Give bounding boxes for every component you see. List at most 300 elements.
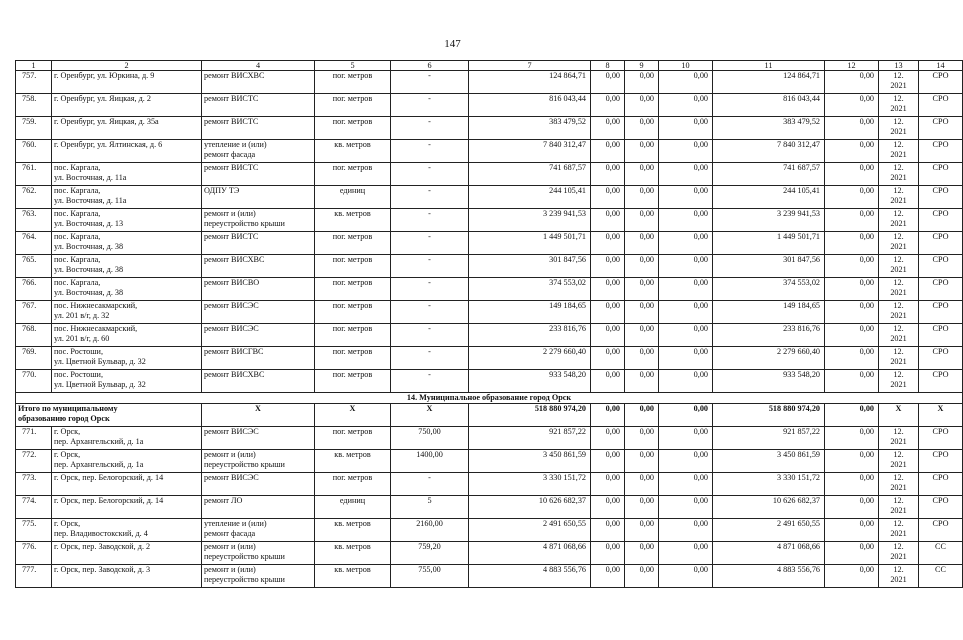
value-cell: 0,00 bbox=[825, 209, 879, 232]
total-cost-cell: 383 479,52 bbox=[469, 117, 591, 140]
deadline-cell bbox=[879, 117, 919, 140]
work-type-cell-line: утепление и (или) bbox=[204, 140, 267, 149]
unit-cell: единиц bbox=[315, 496, 391, 519]
row-number-cell: 765. bbox=[16, 255, 52, 278]
total-value-cell: 0,00 bbox=[659, 404, 713, 427]
value-cell: 0,00 bbox=[591, 94, 625, 117]
deadline-cell-line: 2021 bbox=[890, 575, 907, 584]
table-row bbox=[16, 450, 963, 473]
deadline-cell-line: 2021 bbox=[890, 552, 907, 561]
deadline-cell bbox=[879, 542, 919, 565]
value-cell: 0,00 bbox=[625, 450, 659, 473]
value-cell: 0,00 bbox=[625, 565, 659, 588]
value-cell: 0,00 bbox=[825, 94, 879, 117]
deadline-cell-line: 2021 bbox=[890, 150, 907, 159]
method-cell: СС bbox=[919, 542, 963, 565]
deadline-cell-line: 12. bbox=[893, 301, 904, 310]
value-cell: 0,00 bbox=[625, 117, 659, 140]
value-cell: 0,00 bbox=[625, 519, 659, 542]
total-cost-cell: 741 687,57 bbox=[469, 163, 591, 186]
value-cell: 0,00 bbox=[591, 278, 625, 301]
value-cell: 0,00 bbox=[659, 71, 713, 94]
total-label bbox=[16, 404, 202, 427]
address-cell-line: пос. Ростоши, bbox=[54, 370, 103, 379]
table-row bbox=[16, 186, 963, 209]
value-cell: 0,00 bbox=[591, 347, 625, 370]
column-number-cell: 12 bbox=[825, 61, 879, 71]
address-cell-line: пос. Каргала, bbox=[54, 255, 101, 264]
method-cell: СРО bbox=[919, 324, 963, 347]
method-cell: СРО bbox=[919, 450, 963, 473]
fund-cost-cell: 816 043,44 bbox=[713, 94, 825, 117]
address-cell-line: ул. Восточная, д. 38 bbox=[54, 265, 124, 274]
total-x-cell: Х bbox=[202, 404, 315, 427]
table-row bbox=[16, 301, 963, 324]
address-cell bbox=[52, 117, 202, 140]
address-cell-line: пос. Каргала, bbox=[54, 209, 101, 218]
deadline-cell-line: 12. bbox=[893, 496, 904, 505]
value-cell: 0,00 bbox=[625, 94, 659, 117]
value-cell: 0,00 bbox=[825, 255, 879, 278]
deadline-cell bbox=[879, 209, 919, 232]
unit-cell: пог. метров bbox=[315, 94, 391, 117]
address-cell-line: пер. Архангельский, д. 1а bbox=[54, 437, 144, 446]
quantity-cell: - bbox=[391, 232, 469, 255]
value-cell: 0,00 bbox=[659, 163, 713, 186]
method-cell: СРО bbox=[919, 301, 963, 324]
address-cell bbox=[52, 542, 202, 565]
fund-cost-cell: 244 105,41 bbox=[713, 186, 825, 209]
deadline-cell-line: 12. bbox=[893, 232, 904, 241]
value-cell: 0,00 bbox=[591, 427, 625, 450]
value-cell: 0,00 bbox=[591, 450, 625, 473]
fund-cost-cell: 7 840 312,47 bbox=[713, 140, 825, 163]
total-label-line: Итого по муниципальному bbox=[18, 404, 118, 413]
total-x-cell: Х bbox=[919, 404, 963, 427]
table-row bbox=[16, 473, 963, 496]
column-number-cell: 14 bbox=[919, 61, 963, 71]
method-cell: СРО bbox=[919, 186, 963, 209]
value-cell: 0,00 bbox=[625, 140, 659, 163]
deadline-cell-line: 2021 bbox=[890, 127, 907, 136]
column-number-row bbox=[16, 61, 963, 71]
work-type-cell bbox=[202, 278, 315, 301]
row-number-cell: 772. bbox=[16, 450, 52, 473]
deadline-cell bbox=[879, 324, 919, 347]
value-cell: 0,00 bbox=[625, 473, 659, 496]
fund-cost-cell: 4 871 068,66 bbox=[713, 542, 825, 565]
row-number-cell: 766. bbox=[16, 278, 52, 301]
total-cost-cell: 2 279 660,40 bbox=[469, 347, 591, 370]
column-number-cell: 8 bbox=[591, 61, 625, 71]
total-cost-cell: 3 239 941,53 bbox=[469, 209, 591, 232]
quantity-cell: - bbox=[391, 473, 469, 496]
work-type-cell-line: ремонт ВИСЭС bbox=[204, 324, 259, 333]
method-cell: СРО bbox=[919, 519, 963, 542]
municipality-total-row bbox=[16, 404, 963, 427]
row-number-cell: 764. bbox=[16, 232, 52, 255]
total-cost-cell: 4 883 556,76 bbox=[469, 565, 591, 588]
fund-cost-cell: 2 279 660,40 bbox=[713, 347, 825, 370]
table-row bbox=[16, 565, 963, 588]
deadline-cell-line: 2021 bbox=[890, 242, 907, 251]
unit-cell: пог. метров bbox=[315, 278, 391, 301]
value-cell: 0,00 bbox=[659, 542, 713, 565]
deadline-cell-line: 2021 bbox=[890, 380, 907, 389]
value-cell: 0,00 bbox=[825, 370, 879, 393]
value-cell: 0,00 bbox=[825, 324, 879, 347]
method-cell: СРО bbox=[919, 71, 963, 94]
deadline-cell-line: 12. bbox=[893, 565, 904, 574]
method-cell: СС bbox=[919, 565, 963, 588]
total-x-cell: Х bbox=[391, 404, 469, 427]
deadline-cell bbox=[879, 301, 919, 324]
row-number-cell: 768. bbox=[16, 324, 52, 347]
total-sum-cell: 518 880 974,20 bbox=[713, 404, 825, 427]
value-cell: 0,00 bbox=[659, 209, 713, 232]
total-label-line: образованию город Орск bbox=[18, 414, 110, 423]
value-cell: 0,00 bbox=[825, 427, 879, 450]
work-type-cell bbox=[202, 519, 315, 542]
table-row bbox=[16, 163, 963, 186]
deadline-cell-line: 12. bbox=[893, 542, 904, 551]
work-type-cell-line: ремонт ВИСТС bbox=[204, 117, 259, 126]
column-number-cell: 6 bbox=[391, 61, 469, 71]
deadline-cell-line: 2021 bbox=[890, 265, 907, 274]
deadline-cell-line: 12. bbox=[893, 186, 904, 195]
section-title-row bbox=[16, 393, 963, 404]
work-type-cell bbox=[202, 255, 315, 278]
value-cell: 0,00 bbox=[659, 519, 713, 542]
value-cell: 0,00 bbox=[591, 117, 625, 140]
unit-cell: пог. метров bbox=[315, 117, 391, 140]
total-cost-cell: 149 184,65 bbox=[469, 301, 591, 324]
address-cell bbox=[52, 186, 202, 209]
table-row bbox=[16, 542, 963, 565]
address-cell bbox=[52, 232, 202, 255]
work-type-cell-line: ОДПУ ТЭ bbox=[204, 186, 240, 195]
work-type-cell bbox=[202, 163, 315, 186]
address-cell bbox=[52, 519, 202, 542]
address-cell-line: г. Оренбург, ул. Ялтинская, д. 6 bbox=[54, 140, 163, 149]
value-cell: 0,00 bbox=[625, 71, 659, 94]
total-cost-cell: 244 105,41 bbox=[469, 186, 591, 209]
work-type-cell-line: ремонт и (или) bbox=[204, 542, 256, 551]
table-row bbox=[16, 209, 963, 232]
value-cell: 0,00 bbox=[825, 565, 879, 588]
total-sum-cell: 518 880 974,20 bbox=[469, 404, 591, 427]
method-cell: СРО bbox=[919, 163, 963, 186]
total-cost-cell: 1 449 501,71 bbox=[469, 232, 591, 255]
value-cell: 0,00 bbox=[591, 301, 625, 324]
deadline-cell-line: 12. bbox=[893, 71, 904, 80]
deadline-cell bbox=[879, 255, 919, 278]
address-cell-line: пос. Каргала, bbox=[54, 163, 101, 172]
total-value-cell: 0,00 bbox=[825, 404, 879, 427]
value-cell: 0,00 bbox=[659, 565, 713, 588]
deadline-cell bbox=[879, 71, 919, 94]
deadline-cell-line: 2021 bbox=[890, 437, 907, 446]
work-type-cell-line: ремонт ВИСГВС bbox=[204, 347, 264, 356]
address-cell bbox=[52, 450, 202, 473]
deadline-cell-line: 12. bbox=[893, 255, 904, 264]
total-cost-cell: 2 491 650,55 bbox=[469, 519, 591, 542]
value-cell: 0,00 bbox=[825, 163, 879, 186]
value-cell: 0,00 bbox=[625, 427, 659, 450]
address-cell-line: г. Орск, bbox=[54, 427, 81, 436]
value-cell: 0,00 bbox=[591, 232, 625, 255]
total-value-cell: 0,00 bbox=[591, 404, 625, 427]
table-row bbox=[16, 232, 963, 255]
value-cell: 0,00 bbox=[825, 473, 879, 496]
fund-cost-cell: 383 479,52 bbox=[713, 117, 825, 140]
value-cell: 0,00 bbox=[659, 450, 713, 473]
value-cell: 0,00 bbox=[659, 117, 713, 140]
work-type-cell-line: ремонт ВИСЭС bbox=[204, 301, 259, 310]
value-cell: 0,00 bbox=[825, 278, 879, 301]
row-number-cell: 757. bbox=[16, 71, 52, 94]
work-type-cell bbox=[202, 565, 315, 588]
fund-cost-cell: 10 626 682,37 bbox=[713, 496, 825, 519]
row-number-cell: 775. bbox=[16, 519, 52, 542]
deadline-cell bbox=[879, 496, 919, 519]
total-cost-cell: 124 864,71 bbox=[469, 71, 591, 94]
address-cell-line: г. Оренбург, ул. Яицкая, д. 35а bbox=[54, 117, 159, 126]
work-type-cell-line: ремонт ВИСЭС bbox=[204, 473, 259, 482]
address-cell-line: пос. Каргала, bbox=[54, 232, 101, 241]
address-cell-line: г. Орск, пер. Заводской, д. 2 bbox=[54, 542, 151, 551]
value-cell: 0,00 bbox=[825, 232, 879, 255]
deadline-cell-line: 2021 bbox=[890, 196, 907, 205]
row-number-cell: 769. bbox=[16, 347, 52, 370]
quantity-cell: - bbox=[391, 117, 469, 140]
unit-cell: кв. метров bbox=[315, 140, 391, 163]
value-cell: 0,00 bbox=[659, 278, 713, 301]
value-cell: 0,00 bbox=[825, 301, 879, 324]
address-cell-line: г. Орск, bbox=[54, 450, 81, 459]
value-cell: 0,00 bbox=[591, 71, 625, 94]
work-type-cell bbox=[202, 186, 315, 209]
fund-cost-cell: 3 239 941,53 bbox=[713, 209, 825, 232]
work-type-cell bbox=[202, 324, 315, 347]
fund-cost-cell: 921 857,22 bbox=[713, 427, 825, 450]
work-type-cell bbox=[202, 542, 315, 565]
table-row bbox=[16, 278, 963, 301]
row-number-cell: 776. bbox=[16, 542, 52, 565]
deadline-cell bbox=[879, 450, 919, 473]
deadline-cell-line: 12. bbox=[893, 370, 904, 379]
fund-cost-cell: 3 330 151,72 bbox=[713, 473, 825, 496]
work-type-cell-line: ремонт фасада bbox=[204, 529, 256, 538]
address-cell bbox=[52, 347, 202, 370]
work-type-cell-line: ремонт и (или) bbox=[204, 209, 256, 218]
value-cell: 0,00 bbox=[659, 140, 713, 163]
row-number-cell: 762. bbox=[16, 186, 52, 209]
column-number-cell: 9 bbox=[625, 61, 659, 71]
work-type-cell-line: ремонт ВИСХВС bbox=[204, 370, 265, 379]
method-cell: СРО bbox=[919, 473, 963, 496]
table-row bbox=[16, 347, 963, 370]
deadline-cell-line: 2021 bbox=[890, 219, 907, 228]
column-number-cell: 2 bbox=[52, 61, 202, 71]
total-cost-cell: 816 043,44 bbox=[469, 94, 591, 117]
deadline-cell bbox=[879, 232, 919, 255]
value-cell: 0,00 bbox=[591, 370, 625, 393]
quantity-cell: - bbox=[391, 163, 469, 186]
deadline-cell-line: 2021 bbox=[890, 483, 907, 492]
value-cell: 0,00 bbox=[591, 473, 625, 496]
method-cell: СРО bbox=[919, 496, 963, 519]
quantity-cell: - bbox=[391, 140, 469, 163]
work-type-cell bbox=[202, 427, 315, 450]
address-cell bbox=[52, 140, 202, 163]
row-number-cell: 770. bbox=[16, 370, 52, 393]
total-cost-cell: 10 626 682,37 bbox=[469, 496, 591, 519]
value-cell: 0,00 bbox=[825, 71, 879, 94]
row-number-cell: 758. bbox=[16, 94, 52, 117]
quantity-cell: 2160,00 bbox=[391, 519, 469, 542]
work-type-cell-line: ремонт и (или) bbox=[204, 450, 256, 459]
method-cell: СРО bbox=[919, 117, 963, 140]
quantity-cell: - bbox=[391, 370, 469, 393]
total-cost-cell: 921 857,22 bbox=[469, 427, 591, 450]
deadline-cell bbox=[879, 347, 919, 370]
quantity-cell: 1400,00 bbox=[391, 450, 469, 473]
quantity-cell: - bbox=[391, 71, 469, 94]
value-cell: 0,00 bbox=[659, 94, 713, 117]
unit-cell: кв. метров bbox=[315, 542, 391, 565]
table-row bbox=[16, 496, 963, 519]
address-cell bbox=[52, 427, 202, 450]
value-cell: 0,00 bbox=[625, 542, 659, 565]
work-type-cell-line: ремонт ВИСТС bbox=[204, 232, 259, 241]
address-cell-line: ул. Цветной Бульвар, д. 32 bbox=[54, 380, 146, 389]
method-cell: СРО bbox=[919, 94, 963, 117]
value-cell: 0,00 bbox=[591, 496, 625, 519]
table-row bbox=[16, 370, 963, 393]
total-cost-cell: 3 330 151,72 bbox=[469, 473, 591, 496]
column-number-cell: 13 bbox=[879, 61, 919, 71]
address-cell bbox=[52, 473, 202, 496]
address-cell bbox=[52, 209, 202, 232]
deadline-cell-line: 12. bbox=[893, 140, 904, 149]
column-number-cell: 4 bbox=[202, 61, 315, 71]
method-cell: СРО bbox=[919, 278, 963, 301]
unit-cell: пог. метров bbox=[315, 427, 391, 450]
repair-schedule-table bbox=[15, 60, 963, 588]
deadline-cell-line: 2021 bbox=[890, 334, 907, 343]
deadline-cell bbox=[879, 565, 919, 588]
total-cost-cell: 233 816,76 bbox=[469, 324, 591, 347]
address-cell bbox=[52, 163, 202, 186]
value-cell: 0,00 bbox=[659, 473, 713, 496]
page-number: 147 bbox=[444, 38, 461, 50]
value-cell: 0,00 bbox=[625, 163, 659, 186]
address-cell-line: г. Орск, пер. Белогорский, д. 14 bbox=[54, 496, 164, 505]
value-cell: 0,00 bbox=[625, 370, 659, 393]
work-type-cell bbox=[202, 496, 315, 519]
deadline-cell-line: 12. bbox=[893, 209, 904, 218]
address-cell-line: г. Оренбург, ул. Юркина, д. 9 bbox=[54, 71, 155, 80]
work-type-cell bbox=[202, 450, 315, 473]
total-cost-cell: 3 450 861,59 bbox=[469, 450, 591, 473]
method-cell: СРО bbox=[919, 427, 963, 450]
total-x-cell: Х bbox=[315, 404, 391, 427]
method-cell: СРО bbox=[919, 209, 963, 232]
address-cell-line: ул. Восточная, д. 13 bbox=[54, 219, 124, 228]
deadline-cell bbox=[879, 186, 919, 209]
value-cell: 0,00 bbox=[659, 347, 713, 370]
address-cell-line: пер. Архангельский, д. 1а bbox=[54, 460, 144, 469]
value-cell: 0,00 bbox=[825, 186, 879, 209]
row-number-cell: 760. bbox=[16, 140, 52, 163]
address-cell-line: ул. Восточная, д. 11а bbox=[54, 173, 127, 182]
table-row bbox=[16, 255, 963, 278]
table-row bbox=[16, 71, 963, 94]
value-cell: 0,00 bbox=[625, 347, 659, 370]
fund-cost-cell: 933 548,20 bbox=[713, 370, 825, 393]
table-row bbox=[16, 519, 963, 542]
quantity-cell: - bbox=[391, 94, 469, 117]
work-type-cell bbox=[202, 370, 315, 393]
value-cell: 0,00 bbox=[825, 542, 879, 565]
table-row bbox=[16, 117, 963, 140]
work-type-cell-line: ремонт ВИСЭС bbox=[204, 427, 259, 436]
row-number-cell: 763. bbox=[16, 209, 52, 232]
work-type-cell-line: ремонт ВИСХВС bbox=[204, 71, 265, 80]
value-cell: 0,00 bbox=[659, 186, 713, 209]
deadline-cell bbox=[879, 163, 919, 186]
value-cell: 0,00 bbox=[625, 232, 659, 255]
fund-cost-cell: 149 184,65 bbox=[713, 301, 825, 324]
total-cost-cell: 4 871 068,66 bbox=[469, 542, 591, 565]
value-cell: 0,00 bbox=[625, 324, 659, 347]
deadline-cell-line: 2021 bbox=[890, 288, 907, 297]
table-row bbox=[16, 140, 963, 163]
row-number-cell: 761. bbox=[16, 163, 52, 186]
unit-cell: единиц bbox=[315, 186, 391, 209]
quantity-cell: 5 bbox=[391, 496, 469, 519]
work-type-cell bbox=[202, 71, 315, 94]
deadline-cell-line: 12. bbox=[893, 163, 904, 172]
fund-cost-cell: 233 816,76 bbox=[713, 324, 825, 347]
deadline-cell-line: 2021 bbox=[890, 311, 907, 320]
fund-cost-cell: 1 449 501,71 bbox=[713, 232, 825, 255]
value-cell: 0,00 bbox=[825, 117, 879, 140]
value-cell: 0,00 bbox=[659, 301, 713, 324]
table-row bbox=[16, 427, 963, 450]
total-cost-cell: 933 548,20 bbox=[469, 370, 591, 393]
fund-cost-cell: 124 864,71 bbox=[713, 71, 825, 94]
unit-cell: пог. метров bbox=[315, 324, 391, 347]
deadline-cell-line: 2021 bbox=[890, 460, 907, 469]
deadline-cell bbox=[879, 427, 919, 450]
work-type-cell-line: переустройство крыши bbox=[204, 552, 285, 561]
work-type-cell bbox=[202, 117, 315, 140]
address-cell bbox=[52, 496, 202, 519]
quantity-cell: 755,00 bbox=[391, 565, 469, 588]
work-type-cell-line: ремонт ЛО bbox=[204, 496, 243, 505]
value-cell: 0,00 bbox=[625, 278, 659, 301]
address-cell-line: г. Оренбург, ул. Яицкая, д. 2 bbox=[54, 94, 151, 103]
work-type-cell bbox=[202, 473, 315, 496]
deadline-cell-line: 12. bbox=[893, 427, 904, 436]
address-cell-line: ул. 201 в/г, д. 60 bbox=[54, 334, 110, 343]
work-type-cell-line: ремонт и (или) bbox=[204, 565, 256, 574]
quantity-cell: 750,00 bbox=[391, 427, 469, 450]
section-title: 14. Муниципальное образование город Орск bbox=[16, 393, 963, 404]
work-type-cell-line: ремонт фасада bbox=[204, 150, 256, 159]
